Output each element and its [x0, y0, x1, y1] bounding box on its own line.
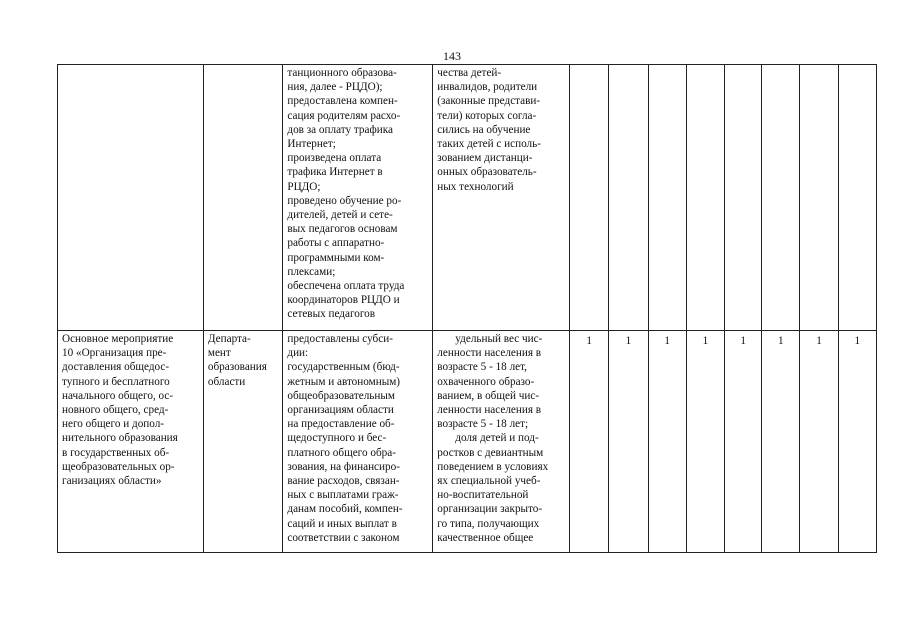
text-line: жетным и автономным) [287, 375, 401, 388]
value-cell [570, 65, 609, 331]
measure-name-cell [58, 65, 204, 331]
text-line: зования, на финансиро- [287, 460, 400, 473]
text-line: саций и иных выплат в [287, 517, 397, 530]
indicator-cell [433, 65, 570, 331]
text-line: ленности населения в [437, 404, 542, 417]
measure-result-cell [283, 65, 433, 331]
text-line: трафика Интернет в [287, 166, 383, 179]
text-line: поведением в условиях [437, 460, 549, 473]
text-line: государственным (бюд- [287, 361, 400, 374]
text-line: чества детей- [437, 67, 502, 79]
text-line: образования [207, 361, 267, 374]
value-cell: 1 [725, 331, 762, 553]
text-line: произведена оплата [287, 152, 382, 165]
value-cell: 1 [648, 331, 686, 553]
text-line: дителей, детей и сете- [287, 209, 393, 222]
text-line: вых педагогов основам [287, 223, 398, 236]
text-line: но-воспитательной [437, 489, 529, 502]
text-line: ных технологий [437, 180, 514, 193]
text-line: плексами; [287, 265, 336, 278]
indicator-cell [433, 331, 570, 553]
text-line: ния, далее - РЦДО); [287, 81, 383, 94]
text-line: таких детей с исполь- [437, 138, 541, 151]
text-line: РЦДО; [287, 180, 321, 193]
text-line: качественное общее [437, 531, 534, 544]
text-line: ганизациях области» [62, 475, 162, 488]
text-line: области [207, 375, 246, 388]
text-line: мент [207, 347, 231, 360]
text-line: танционного образова- [287, 67, 397, 79]
text-line: соответствии с законом [287, 531, 400, 544]
text-line: ростков с девиантным [437, 446, 544, 459]
program-measures-table [57, 64, 877, 553]
text-line: программными ком- [287, 251, 385, 264]
page-number: 143 [443, 49, 461, 63]
value-cell: 1 [762, 331, 800, 553]
text-line: организации закрыто- [437, 503, 543, 516]
value-cell [648, 65, 686, 331]
text-line: охваченного образо- [437, 375, 535, 388]
text-line: (законные представи- [437, 95, 541, 108]
text-line: ленности населения в [437, 347, 542, 360]
value-cell [838, 65, 876, 331]
text-line: онных образователь- [437, 166, 537, 179]
measure-name-cell [58, 331, 204, 553]
value-cell [800, 65, 838, 331]
value-cell: 1 [570, 331, 609, 553]
text-line: платного общего обра- [287, 446, 396, 459]
value-cell [762, 65, 800, 331]
text-line: Департа- [207, 333, 251, 345]
executor-cell [203, 331, 282, 553]
text-line: данам пособий, компен- [287, 503, 403, 516]
text-line: тели) которых согла- [437, 109, 537, 122]
value-cell [686, 65, 724, 331]
text-line: работы с аппаратно- [287, 237, 385, 250]
text-line: 10 «Организация пре- [62, 347, 167, 360]
value-cell [609, 65, 648, 331]
measure-result-cell [283, 331, 433, 553]
text-line: доля детей и под- [455, 432, 539, 445]
text-line: ванием, в общей чис- [437, 389, 540, 402]
text-line: дии: [287, 347, 309, 360]
text-line: в государственных об- [62, 446, 170, 459]
text-line: удельный вес чис- [455, 333, 543, 345]
table-row [58, 65, 877, 331]
value-cell [725, 65, 762, 331]
text-line: Интернет; [287, 138, 336, 151]
text-line: щеобразовательных ор- [62, 460, 175, 473]
text-line: возрасте 5 - 18 лет, [437, 361, 527, 374]
text-line: Основное мероприятие [62, 333, 174, 345]
text-line: ных с выплатами граж- [287, 489, 399, 502]
text-line: предоставлена компен- [287, 95, 398, 108]
table-row [58, 331, 877, 553]
text-line: сация родителям расхо- [287, 109, 401, 122]
text-line: сетевых педагогов [287, 308, 376, 321]
text-line: общеобразовательным [287, 389, 395, 402]
text-line: обеспечена оплата труда [287, 280, 405, 293]
text-line: проведено обучение ро- [287, 194, 402, 207]
text-line: щедоступного и бес- [287, 432, 387, 445]
text-line: нительного образования [62, 432, 178, 445]
text-line: ях специальной учеб- [437, 475, 541, 488]
text-line: вание расходов, связан- [287, 475, 400, 488]
text-line: организациям области [287, 404, 394, 417]
value-cell: 1 [838, 331, 876, 553]
executor-cell [203, 65, 282, 331]
text-line: сились на обучение [437, 123, 531, 136]
text-line: новного общего, сред- [62, 404, 169, 417]
text-line: на предоставление об- [287, 418, 395, 431]
value-cell: 1 [609, 331, 648, 553]
text-line: начального общего, ос- [62, 389, 174, 402]
value-cell: 1 [686, 331, 724, 553]
text-line: инвалидов, родители [437, 81, 538, 94]
value-cell: 1 [800, 331, 838, 553]
text-line: него общего и допол- [62, 418, 165, 431]
text-line: тупного и бесплатного [62, 375, 170, 388]
text-line: координаторов РЦДО и [287, 294, 400, 307]
text-line: го типа, получающих [437, 517, 540, 530]
text-line: зованием дистанци- [437, 152, 533, 165]
text-line: возрасте 5 - 18 лет; [437, 418, 529, 431]
text-line: дов за оплату трафика [287, 123, 393, 136]
text-line: доставления общедос- [62, 361, 170, 374]
text-line: предоставлены субси- [287, 333, 393, 345]
